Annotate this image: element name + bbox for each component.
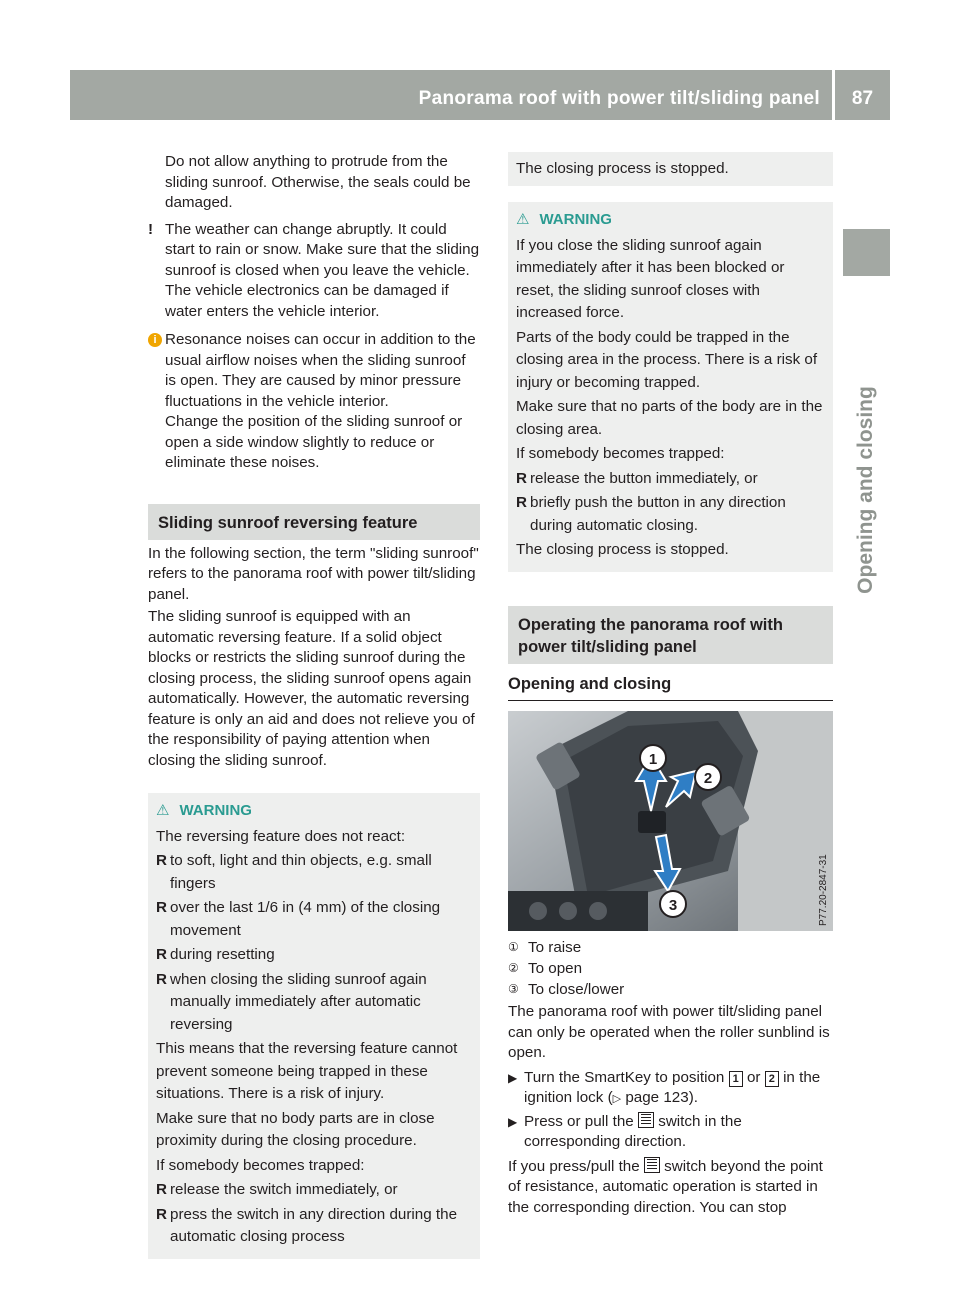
caution-note <box>148 220 480 323</box>
page-number: 87 <box>851 88 874 109</box>
paragraph: In the following section, the term "sliding sunroof" refers to the panorama roof with power tilt/sliding panel. <box>148 544 479 603</box>
list-item <box>156 850 472 895</box>
paragraph-text: Change the position of the sliding sunroof or open a side window slightly to reduce or eliminate these noises. <box>165 413 463 471</box>
paragraph-text: Do not allow anything to protrude from the sliding sunroof. Otherwise, the seals could be damaged. <box>165 153 471 211</box>
page-ref-arrow-icon: ▷ <box>612 1093 622 1105</box>
warning-text: The closing process is stopped. <box>516 541 729 558</box>
callout-1-label: 1 <box>648 751 658 768</box>
paragraph-text: Resonance noises can occur in addition to the usual airflow noises when the sliding sunroof is open. They are caused by minor pressure fluctuations in the vehicle interior. <box>165 331 476 410</box>
legend-text: To close/lower <box>528 981 625 998</box>
warning-text: The reversing feature does not react: <box>156 827 406 845</box>
chapter-tab <box>843 229 890 276</box>
warning-triangle-icon: ⚠ <box>516 211 530 228</box>
warning-text: Make sure that no parts of the body are in the closing area. <box>516 398 823 438</box>
list-item <box>156 897 472 942</box>
legend-text: To raise <box>528 939 582 956</box>
legend <box>508 937 833 1000</box>
bullet-icon: R <box>516 469 527 487</box>
list-item <box>516 468 825 491</box>
bullet-icon: R <box>156 970 167 988</box>
key-position-1: 1 <box>729 1071 743 1087</box>
callout-3-label: 3 <box>668 897 678 914</box>
paragraph <box>508 1157 833 1219</box>
warning-label: WARNING <box>179 802 252 819</box>
step-text: in the ignition lock ( <box>524 1068 821 1106</box>
bullet-icon: R <box>156 1205 167 1223</box>
list-item-text: when closing the sliding sunroof again manually immediately after automatic reversing <box>170 970 427 1033</box>
list-item <box>516 492 825 537</box>
continued-warning-end: The closing process is stopped. <box>508 152 833 186</box>
step-arrow-icon: ▶ <box>508 1114 518 1129</box>
roof-switch-icon <box>638 1112 654 1128</box>
warning-title <box>156 801 472 822</box>
paragraph: The panorama roof with power tilt/sliding panel can only be operated when the roller sunblind is open. <box>508 1003 830 1061</box>
legend-item <box>508 937 833 958</box>
legend-number: ② <box>508 961 519 975</box>
key-position-2: 2 <box>765 1071 779 1087</box>
bullet-icon: R <box>156 946 167 963</box>
page-reference-link[interactable]: page 123). <box>625 1089 698 1106</box>
instruction-step <box>508 1112 833 1153</box>
legend-number: ③ <box>508 982 519 996</box>
subsection-heading: Opening and closing <box>508 674 833 702</box>
warning-box <box>508 202 833 572</box>
list-item-text: briefly push the button in any direction during automatic closing. <box>530 494 786 534</box>
list-item-text: to soft, light and thin objects, e.g. small fingers <box>170 852 432 892</box>
step-text: Press or pull the <box>524 1112 634 1130</box>
legend-number: ① <box>508 940 519 954</box>
legend-item <box>508 979 833 1000</box>
paragraph: The sliding sunroof is equipped with an automatic reversing feature. If a solid object blocks or restricts the sliding sunroof during the closing process, the sliding sunroof opens again automatically. However, the automatic reversing feature is only an aid and does not relieve you of the responsibility of paying attention when closing the sliding sunroof. <box>148 608 475 769</box>
paragraph <box>148 412 480 474</box>
right-column <box>508 152 833 1218</box>
callout-2-label: 2 <box>703 770 713 787</box>
list-item-text: release the switch immediately, or <box>170 1181 398 1198</box>
paragraph-text: switch beyond the point of resistance, automatic operation is started in the corresponding direction. You can stop <box>508 1157 823 1216</box>
bullet-icon: R <box>156 899 167 916</box>
list-item <box>156 1179 472 1202</box>
bullet-icon: R <box>156 1181 167 1198</box>
bullet-icon: R <box>516 494 527 511</box>
info-icon: i <box>148 333 162 347</box>
list-item <box>156 1204 472 1249</box>
warning-text: If somebody becomes trapped: <box>516 445 725 462</box>
warning-box <box>148 793 480 1259</box>
warning-text: If you close the sliding sunroof again immediately after it has been blocked or reset, the sliding sunroof closes with increased force. <box>516 236 785 321</box>
paragraph <box>148 152 480 214</box>
bullet-icon: R <box>156 852 167 869</box>
overhead-control-panel-photo <box>508 711 833 931</box>
list-item-text: over the last 1/6 in (4 mm) of the closing movement <box>170 899 441 939</box>
chapter-label: Opening and closing <box>854 386 877 594</box>
warning-triangle-icon: ⚠ <box>156 802 170 819</box>
control-panel-illustration <box>508 711 833 931</box>
step-text: switch in the corresponding direction. <box>524 1112 742 1150</box>
warning-title <box>516 210 825 231</box>
header-title: Panorama roof with power tilt/sliding panel <box>418 88 820 109</box>
image-code: P77.20-2847-31 <box>818 854 829 926</box>
list-item-text: release the button immediately, or <box>530 469 758 487</box>
instruction-step <box>508 1068 833 1110</box>
warning-label: WARNING <box>539 211 612 228</box>
list-item <box>156 944 472 967</box>
step-text: or <box>746 1068 761 1086</box>
paragraph-text: The weather can change abruptly. It could start to rain or snow. Make sure that the sliding sunroof is closed when you leave the vehicle. The vehicle electronics can be damaged if water enters the vehicle interior. <box>165 220 480 320</box>
legend-item <box>508 958 833 979</box>
warning-text: Parts of the body could be trapped in the closing area in the process. There is a risk of injury or becoming trapped. <box>516 328 818 391</box>
step-arrow-icon: ▶ <box>508 1070 518 1085</box>
legend-text: To open <box>528 960 583 977</box>
exclamation-icon: ! <box>148 220 154 238</box>
list-item-text: during resetting <box>170 946 275 963</box>
warning-text: If somebody becomes trapped: <box>156 1156 365 1174</box>
section-heading: Sliding sunroof reversing feature <box>148 504 480 540</box>
left-column <box>148 152 480 1259</box>
warning-text: Make sure that no body parts are in close proximity during the closing procedure. <box>156 1109 435 1149</box>
warning-text: This means that the reversing feature cannot prevent someone being trapped in these situations. There is a risk of injury. <box>156 1040 458 1102</box>
page-header <box>70 70 890 120</box>
step-text: Turn the SmartKey to position <box>524 1068 725 1086</box>
list-item-text: press the switch in any direction during the automatic closing process <box>170 1205 458 1245</box>
section-heading: Operating the panorama roof with power tilt/sliding panel <box>508 606 833 664</box>
list-item <box>156 969 472 1037</box>
paragraph-text: If you press/pull the <box>508 1157 640 1175</box>
roof-switch-icon <box>644 1157 660 1173</box>
info-note <box>148 330 480 412</box>
